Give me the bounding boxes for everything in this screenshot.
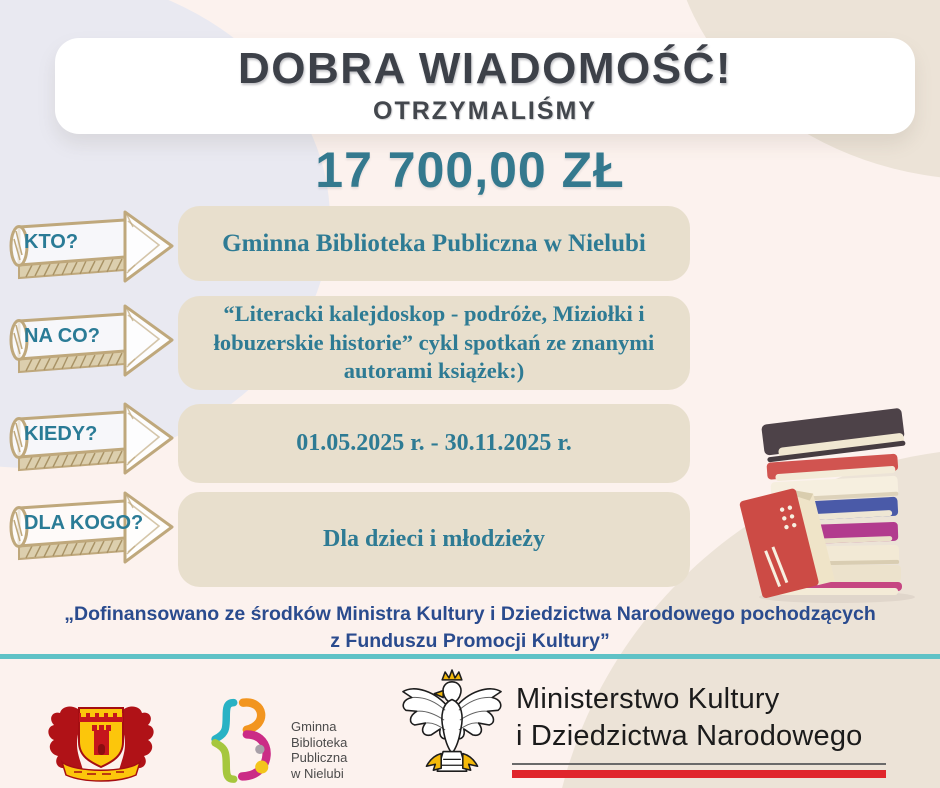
nielubia-coat-of-arms bbox=[46, 697, 156, 785]
kiedy-arrow bbox=[6, 399, 176, 477]
library-name-line: Biblioteka bbox=[291, 734, 348, 750]
library-name-line: w Nielubi bbox=[291, 765, 344, 781]
flag-stripe bbox=[512, 763, 886, 778]
library-name bbox=[291, 719, 347, 781]
library-name-line: Publiczna bbox=[291, 750, 348, 765]
funding-note-line2: z Funduszu Promocji Kultury” bbox=[330, 630, 610, 652]
answer-box-kto bbox=[178, 206, 690, 281]
row-label-kto: KTO? bbox=[24, 231, 79, 253]
library-name-line: Gminna bbox=[291, 719, 337, 734]
poster-title: DOBRA WIADOMOŚĆ! bbox=[237, 43, 733, 93]
ministry-name-line1: Ministerstwo Kultury bbox=[516, 683, 780, 715]
answer-kiedy: 01.05.2025 r. - 30.11.2025 r. bbox=[296, 430, 572, 457]
polish-eagle-emblem bbox=[398, 666, 506, 786]
books-stack-illustration bbox=[725, 396, 925, 604]
ministry-name-line2: i Dziedzictwa Narodowego bbox=[516, 720, 863, 752]
teal-divider bbox=[0, 654, 940, 659]
answer-box-kiedy bbox=[178, 404, 690, 483]
flag-red-stripe bbox=[512, 770, 886, 778]
ministry-name bbox=[516, 681, 863, 755]
answer-box-na-co bbox=[178, 296, 690, 390]
answer-na-co: “Literacki kalejdoskop - podróże, Miziołki i łobuzerskie historie” cykl spotkań ze znanymi autorami książek:) bbox=[213, 300, 655, 384]
library-brace-logo bbox=[202, 692, 286, 788]
row-label-dla-kogo: DLA KOGO? bbox=[24, 512, 144, 534]
row-label-kiedy: KIEDY? bbox=[24, 423, 98, 445]
na-co-arrow bbox=[6, 301, 176, 379]
grant-amount: 17 700,00 ZŁ bbox=[315, 142, 625, 198]
answer-dla-kogo: Dla dzieci i młodzieży bbox=[323, 526, 545, 553]
poster-subtitle: OTRZYMALIŚMY bbox=[373, 97, 597, 126]
funding-note-line1: „Dofinansowano ze środków Ministra Kultury i Dziedzictwa Narodowego pochodzących bbox=[64, 603, 876, 625]
funding-note bbox=[0, 601, 940, 655]
answer-box-dla-kogo bbox=[178, 492, 690, 587]
dla-kogo-arrow bbox=[6, 488, 176, 566]
header-card bbox=[55, 38, 915, 134]
kto-arrow bbox=[6, 207, 176, 285]
row-label-na-co: NA CO? bbox=[24, 325, 100, 347]
answer-kto: Gminna Biblioteka Publiczna w Nielubi bbox=[222, 229, 646, 257]
